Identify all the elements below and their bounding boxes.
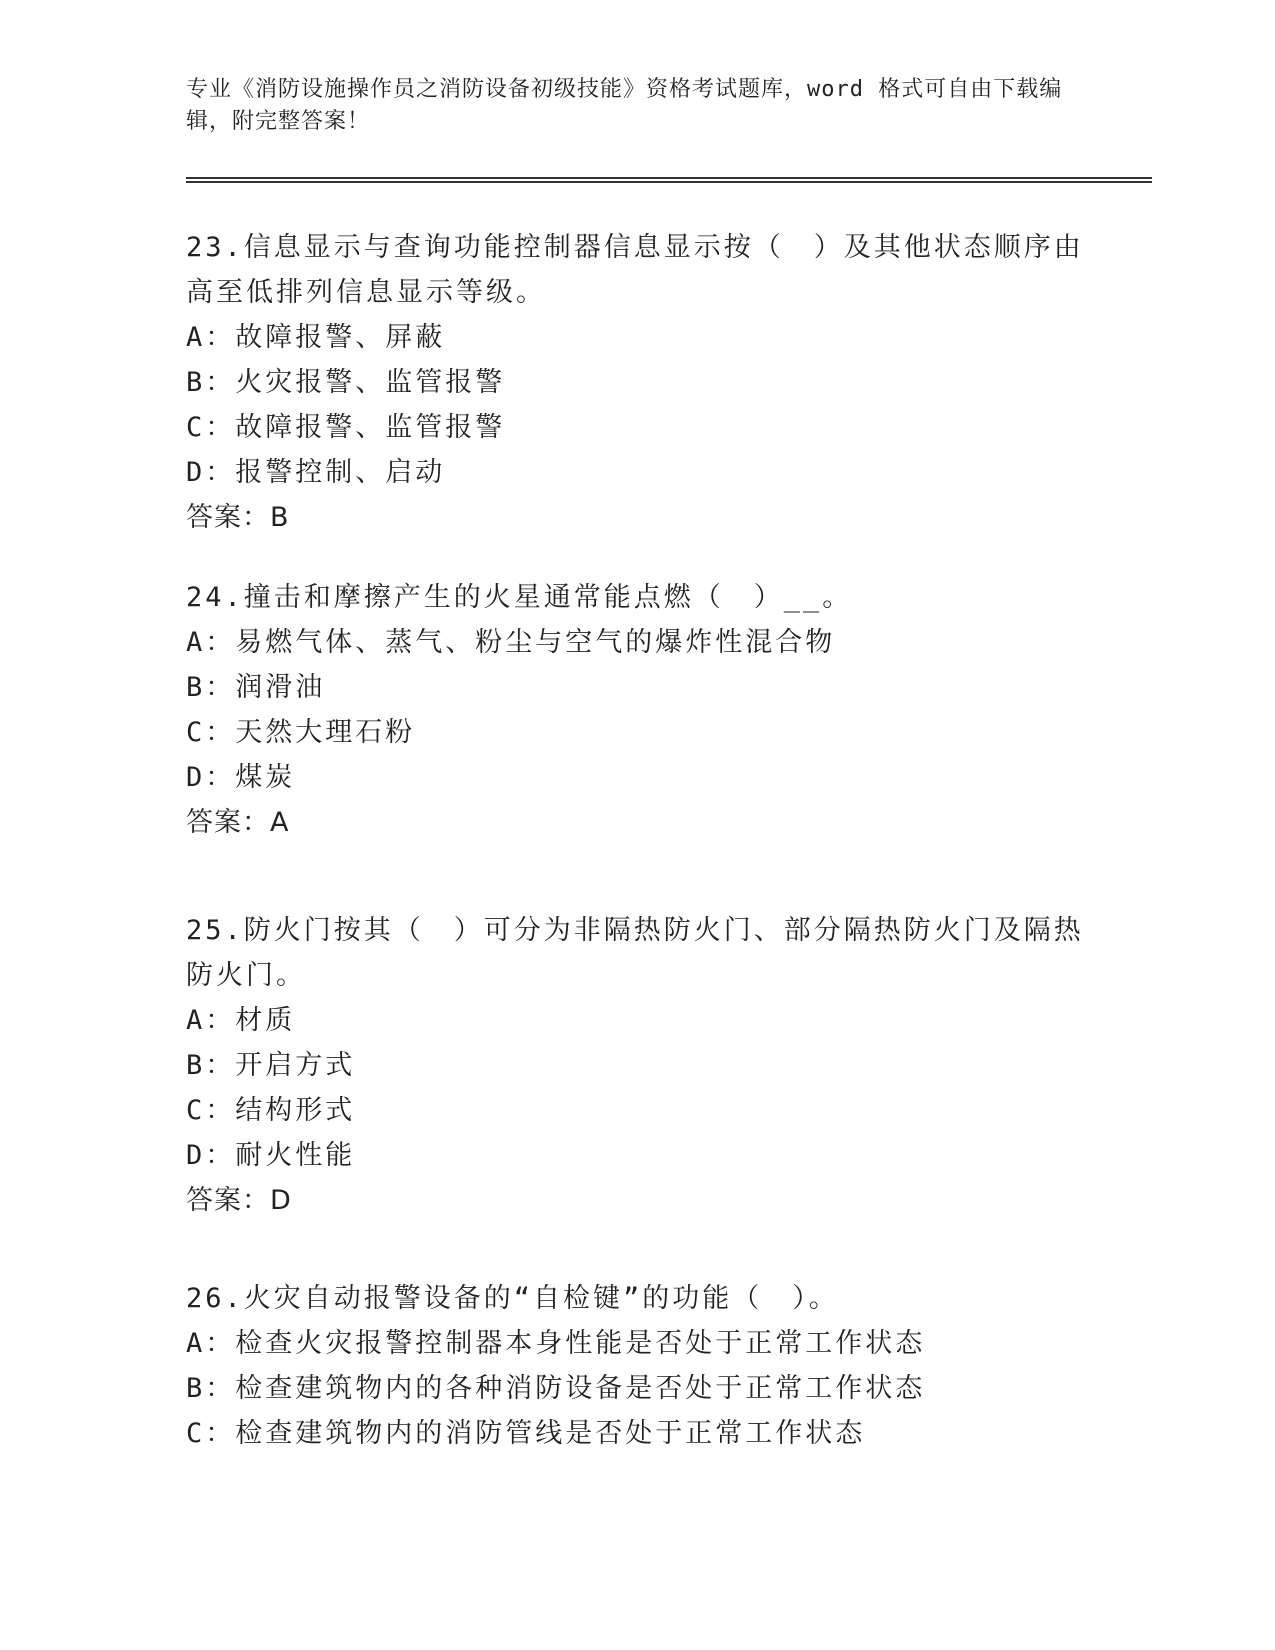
option-c: C：检查建筑物内的消防管线是否处于正常工作状态 bbox=[186, 1418, 866, 1449]
question-23 bbox=[186, 225, 1086, 540]
question-stem: 25.防火门按其（ ）可分为非隔热防火门、部分隔热防火门及隔热防火门。 bbox=[186, 915, 1084, 991]
option-a: A：故障报警、屏蔽 bbox=[186, 322, 446, 353]
option-c: C：天然大理石粉 bbox=[186, 717, 416, 748]
option-a: A：检查火灾报警控制器本身性能是否处于正常工作状态 bbox=[186, 1328, 926, 1359]
answer: 答案：D bbox=[186, 1185, 292, 1216]
option-c: C：结构形式 bbox=[186, 1095, 356, 1126]
question-24 bbox=[186, 575, 1086, 845]
question-26 bbox=[186, 1276, 1086, 1456]
option-b: B：火灾报警、监管报警 bbox=[186, 367, 506, 398]
answer: 答案：A bbox=[186, 807, 290, 838]
question-stem: 24.撞击和摩擦产生的火星通常能点燃（ ）__。 bbox=[186, 582, 853, 613]
option-b: B：开启方式 bbox=[186, 1050, 356, 1081]
option-c: C：故障报警、监管报警 bbox=[186, 412, 506, 443]
option-a: A：材质 bbox=[186, 1005, 296, 1036]
option-b: B：润滑油 bbox=[186, 672, 326, 703]
question-stem: 26.火灾自动报警设备的“自检键”的功能（ ）。 bbox=[186, 1283, 839, 1314]
header-divider bbox=[186, 177, 1152, 183]
option-d: D：报警控制、启动 bbox=[186, 457, 446, 488]
option-b: B：检查建筑物内的各种消防设备是否处于正常工作状态 bbox=[186, 1373, 926, 1404]
option-d: D：煤炭 bbox=[186, 762, 296, 793]
question-25 bbox=[186, 908, 1086, 1223]
document-header: 专业《消防设施操作员之消防设备初级技能》资格考试题库，word 格式可自由下载编辑，附完整答案！ bbox=[186, 77, 1063, 134]
option-d: D：耐火性能 bbox=[186, 1140, 356, 1171]
answer: 答案：B bbox=[186, 502, 290, 533]
question-stem: 23.信息显示与查询功能控制器信息显示按（ ）及其他状态顺序由高至低排列信息显示等级。 bbox=[186, 232, 1084, 308]
option-a: A：易燃气体、蒸气、粉尘与空气的爆炸性混合物 bbox=[186, 627, 836, 658]
